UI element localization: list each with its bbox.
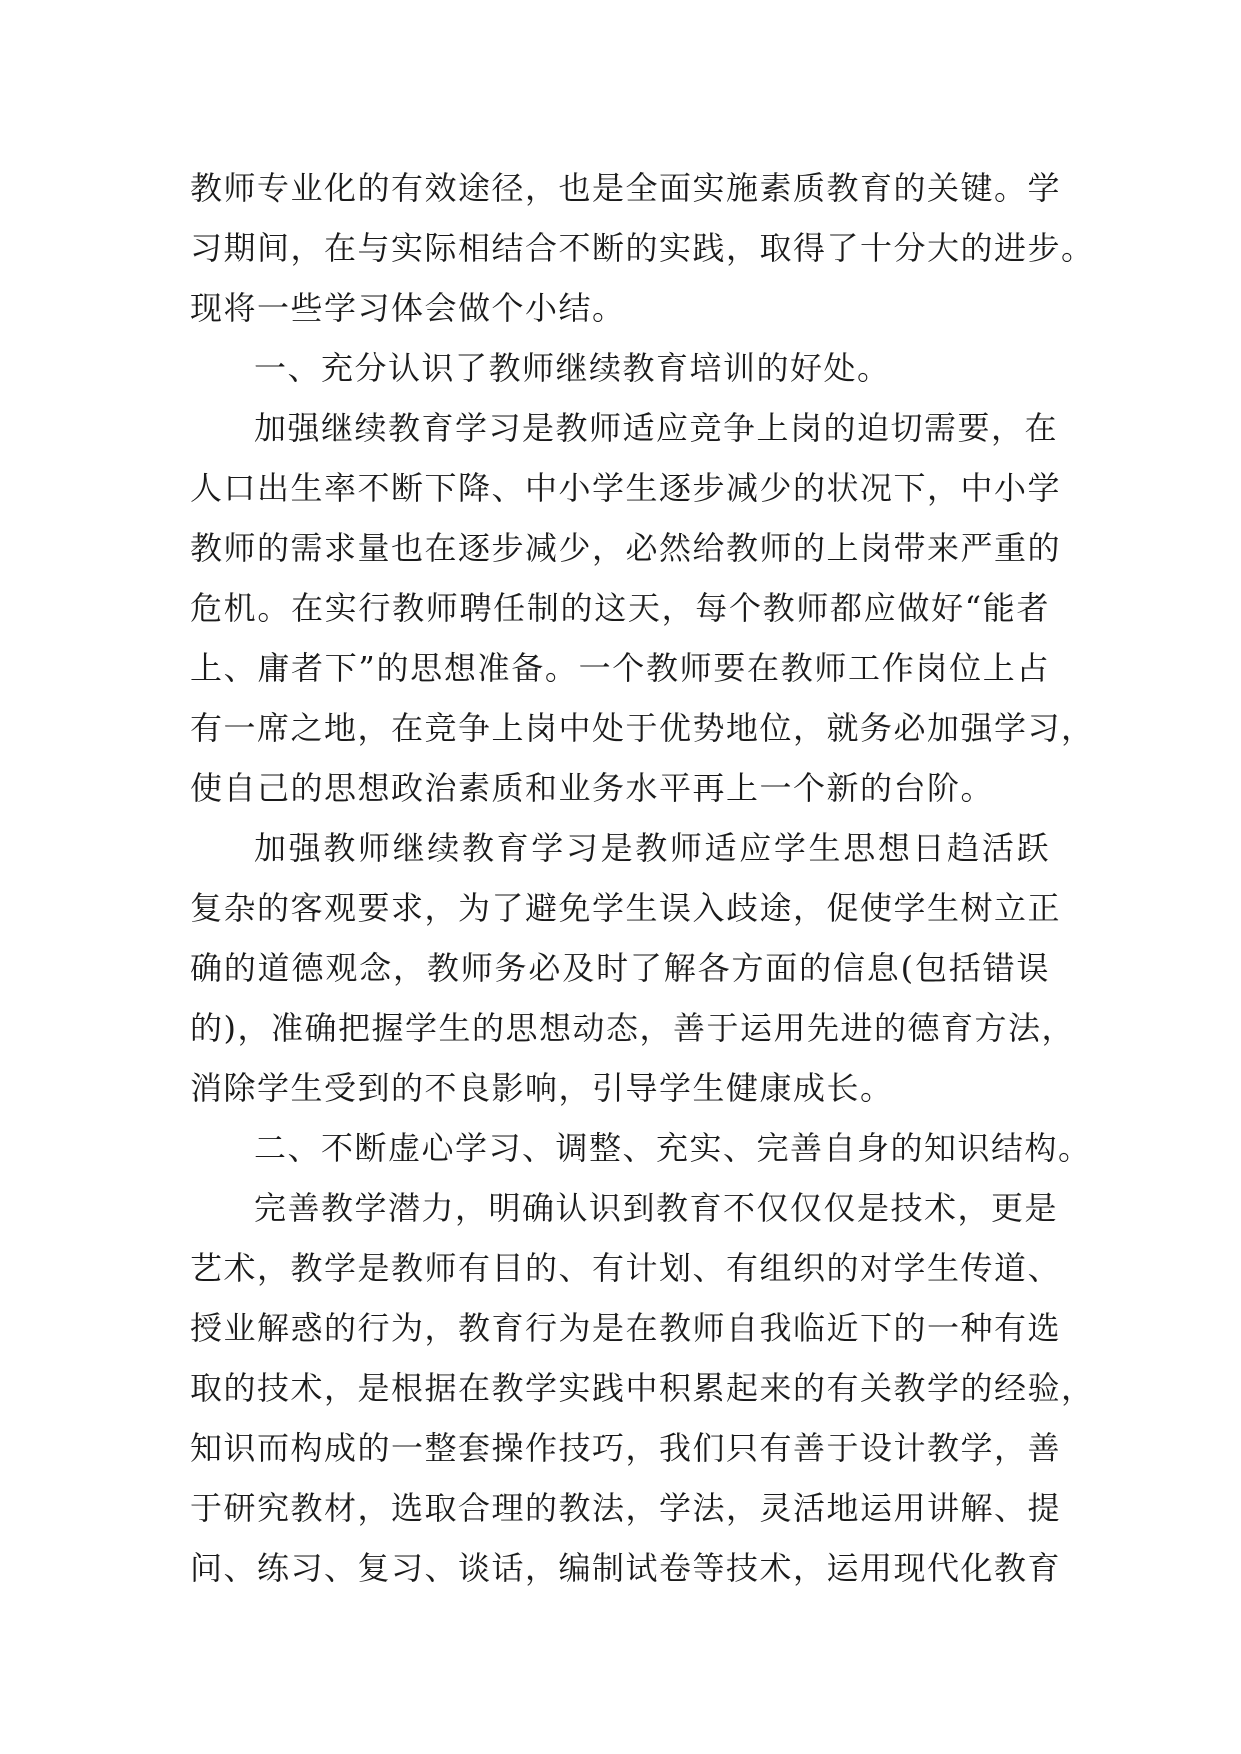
text-line: 教师专业化的有效途径，也是全面实施素质教育的关键。学 — [190, 169, 1062, 207]
text-line: 教师的需求量也在逐步减少，必然给教师的上岗带来严重的 — [190, 529, 1062, 567]
text-line: 加强教师继续教育学习是教师适应学生思想日趋活跃 — [254, 829, 1050, 867]
text-line: 习期间，在与实际相结合不断的实践，取得了十分大的进步。 — [190, 229, 1095, 267]
text-line: 二、不断虚心学习、调整、充实、完善自身的知识结构。 — [254, 1129, 1092, 1167]
text-line: 知识而构成的一整套操作技巧，我们只有善于设计教学，善 — [190, 1429, 1062, 1467]
text-line: 的)，准确把握学生的思想动态，善于运用先进的德育方法， — [190, 1009, 1075, 1047]
text-line: 一、充分认识了教师继续教育培训的好处。 — [254, 349, 891, 387]
text-line: 现将一些学习体会做个小结。 — [190, 289, 626, 327]
text-line: 于研究教材，选取合理的教法，学法，灵活地运用讲解、提 — [190, 1489, 1062, 1527]
text-line: 消除学生受到的不良影响，引导学生健康成长。 — [190, 1069, 894, 1107]
text-line: 确的道德观念，教师务必及时了解各方面的信息(包括错误 — [190, 949, 1050, 987]
text-line: 危机。在实行教师聘任制的这天，每个教师都应做好“能者 — [190, 589, 1050, 627]
text-line: 加强继续教育学习是教师适应竞争上岗的迫切需要，在 — [254, 409, 1059, 447]
text-line: 问、练习、复习、谈话，编制试卷等技术，运用现代化教育 — [190, 1549, 1062, 1587]
text-line: 人口出生率不断下降、中小学生逐步减少的状况下，中小学 — [190, 469, 1062, 507]
document-page — [190, 158, 1095, 1598]
text-line: 授业解惑的行为，教育行为是在教师自我临近下的一种有选 — [190, 1309, 1062, 1347]
text-line: 使自己的思想政治素质和业务水平再上一个新的台阶。 — [190, 769, 995, 807]
text-line: 有一席之地，在竞争上岗中处于优势地位，就务必加强学习， — [190, 709, 1095, 747]
text-line: 复杂的客观要求，为了避免学生误入歧途，促使学生树立正 — [190, 889, 1062, 927]
text-line: 取的技术，是根据在教学实践中积累起来的有关教学的经验， — [190, 1369, 1095, 1407]
document-body — [190, 158, 1095, 1598]
text-line: 艺术，教学是教师有目的、有计划、有组织的对学生传道、 — [190, 1249, 1062, 1287]
text-line: 完善教学潜力，明确认识到教育不仅仅仅是技术，更是 — [254, 1189, 1059, 1227]
text-line: 上、庸者下”的思想准备。一个教师要在教师工作岗位上占 — [190, 649, 1050, 687]
